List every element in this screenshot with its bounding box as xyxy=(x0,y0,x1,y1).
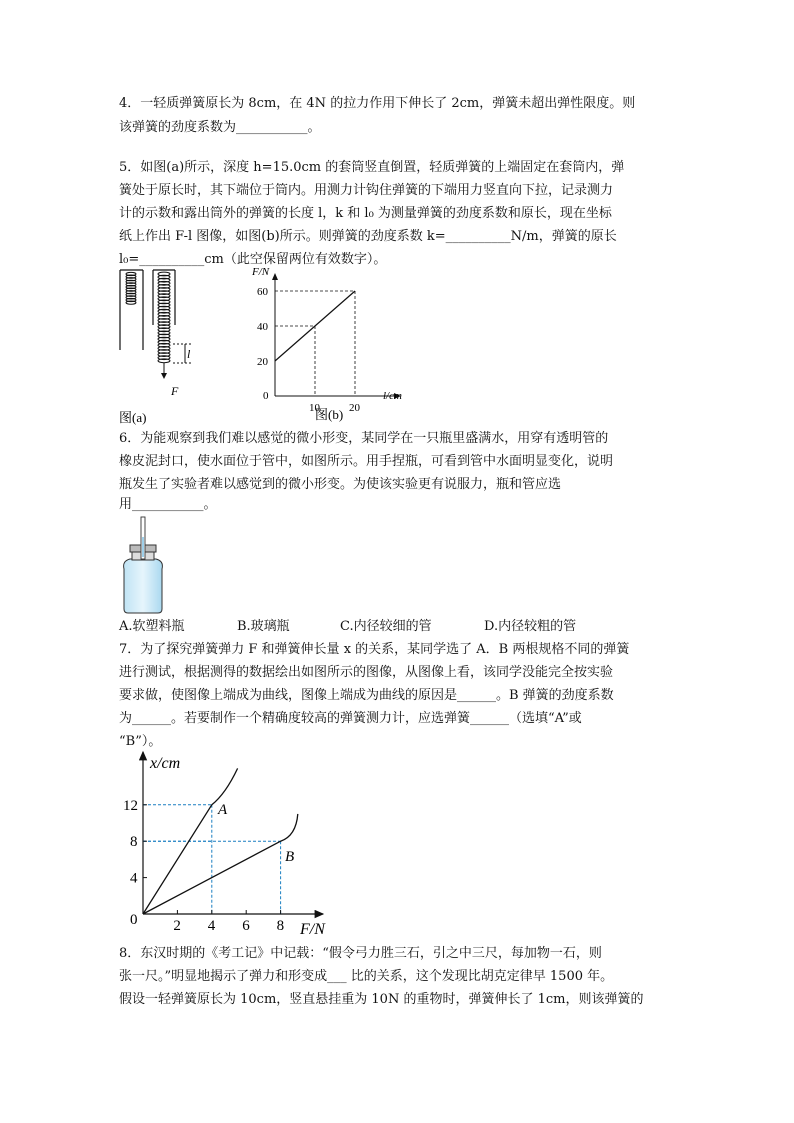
q7-label-b: B xyxy=(285,849,295,865)
q5-line2: 簧处于原长时，其下端位于筒内。用测力计钩住弹簧的下端用力竖直向下拉，记录测力 xyxy=(119,183,614,198)
fig-b-xtick: 20 xyxy=(349,402,360,414)
q7-xtick-label: 8 xyxy=(276,918,285,934)
q7-line2: 进行测试，根据测得的数据绘出如图所示的图像，从图像上看，该同学没能完全按实验 xyxy=(119,665,614,680)
q6-line1: 6．为能观察到我们难以感觉的微小形变，某同学在一只瓶里盛满水，用穿有透明管的 xyxy=(119,431,609,446)
q6-line2: 橡皮泥封口，使水面位于管中，如图所示。用手捏瓶，可看到管中水面明显变化，说明 xyxy=(119,454,614,469)
fig-a-caption: 图(a) xyxy=(119,410,147,425)
q6-line3: 瓶发生了实验者难以感觉到的微小形变。为使该实验更有说服力，瓶和管应选 xyxy=(119,477,562,492)
q5-line1: 5．如图(a)所示，深度 h=15.0cm 的套筒竖直倒置，轻质弹簧的上端固定在套筒内，弹 xyxy=(119,160,625,175)
q7-ylabel: x/cm xyxy=(150,755,181,772)
q7-line4: 为______。若要制作一个精确度较高的弹簧测力计，应选弹簧______（选填“A”或 xyxy=(119,711,582,726)
fig-a-l-label: l xyxy=(187,347,191,361)
fig-b-ytick: 60 xyxy=(257,286,268,298)
q6-option-d[interactable]: D.内径较粗的管 xyxy=(484,619,577,634)
q7-ytick-label: 12 xyxy=(123,797,138,814)
q6-option-a[interactable]: A.软塑料瓶 xyxy=(119,619,185,634)
q6-bottle-figure xyxy=(118,513,168,615)
q7-xtick-label: 6 xyxy=(242,918,250,934)
q7-graph xyxy=(118,748,338,938)
q7-ytick-label: 4 xyxy=(130,870,138,887)
q5-line4: 纸上作出 F-l 图像，如图(b)所示。则弹簧的劲度系数 k=__________N/m，弹簧的原长 xyxy=(119,229,617,244)
fig-b-xlabel: l/cm xyxy=(383,390,402,402)
q7-xlabel: F/N xyxy=(300,921,325,938)
q7-origin: 0 xyxy=(130,912,138,928)
q7-line3: 要求做，使图像上端成为曲线，图像上端成为曲线的原因是______。B 弹簧的劲度系数 xyxy=(119,688,614,703)
q7-xtick-label: 4 xyxy=(207,918,216,934)
q8-line1: 8．东汉时期的《考工记》中记载：“假令弓力胜三石，引之中三尺，每加物一石，则 xyxy=(119,946,602,961)
q5-figure-a xyxy=(115,265,205,425)
fig-b-ytick: 40 xyxy=(257,321,268,333)
q6-line4: 用___________。 xyxy=(119,497,217,512)
q7-line5: “B”）。 xyxy=(119,734,162,749)
q6-option-c[interactable]: C.内径较细的管 xyxy=(340,619,432,634)
q7-ytick-label: 8 xyxy=(130,834,138,851)
fig-b-origin: 0 xyxy=(263,390,269,402)
fig-b-caption: 图(b) xyxy=(315,407,344,422)
series-b-line xyxy=(143,814,298,914)
fig-a-f-label: F xyxy=(171,384,179,398)
q5-figure-b xyxy=(240,262,420,425)
fig-b-xtick: 10 xyxy=(309,402,320,414)
q6-option-b[interactable]: B.玻璃瓶 xyxy=(237,619,290,634)
q7-line1: 7．为了探究弹簧弹力 F 和弹簧伸长量 x 的关系，某同学选了 A．B 两根规格不同的弹簧 xyxy=(119,642,630,657)
q8-line2: 张一尺。”明显地揭示了弹力和形变成___ 比的关系，这个发现比胡克定律早 1500 年。 xyxy=(119,969,614,984)
q4-line2: 该弹簧的劲度系数为___________。 xyxy=(119,120,321,135)
fig-b-ytick: 20 xyxy=(257,356,268,368)
q7-xtick-label: 2 xyxy=(173,918,181,934)
q5-line5: l₀=__________cm（此空保留两位有效数字）。 xyxy=(119,252,387,267)
spring-coil xyxy=(126,301,136,304)
q5-line3: 计的示数和露出筒外的弹簧的长度 l，k 和 l₀ 为测量弹簧的劲度系数和原长，现在坐标 xyxy=(119,206,612,221)
q8-line3: 假设一轻弹簧原长为 10cm，竖直悬挂重为 10N 的重物时，弹簧伸长了 1cm，则该弹簧的 xyxy=(119,992,644,1007)
q7-label-a: A xyxy=(218,802,228,818)
fig-b-ylabel: F/N xyxy=(252,266,270,278)
q4-line1: 4．一轻质弹簧原长为 8cm，在 4N 的拉力作用下伸长了 2cm，弹簧未超出弹性限度。则 xyxy=(119,96,636,111)
